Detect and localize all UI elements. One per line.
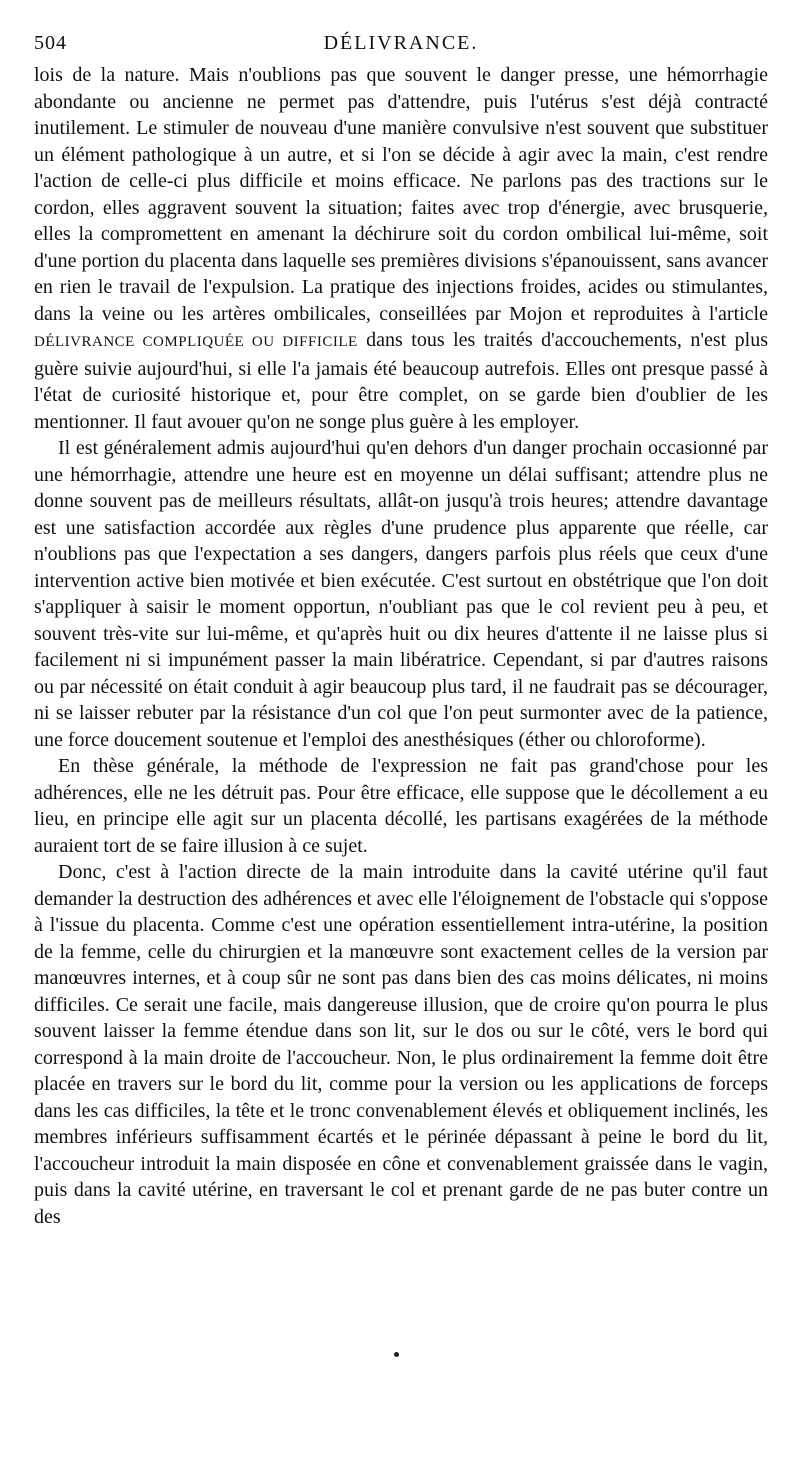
page-number: 504: [34, 32, 67, 54]
paragraph-4: Donc, c'est à l'action directe de la main introduite dans la cavité utérine qu'il faut demander la destruction des adhérences et avec elle l'éloignement de l'obstacle qui s'oppose à l'issue du placenta. Comme c'est une opération essentiellement intra-utérine, la position de la femme, celle du chirurgien et la manœuvre sont exactement celles de la version par manœuvres internes, et à coup sûr ne sont pas dans bien des cas moins délicates, ni moins difficiles. Ce serait une facile, mais dangereuse illusion, que de croire qu'on pourra le plus souvent laisser la femme étendue dans son lit, sur le dos ou sur le côté, vers le bord qui correspond à la main droite de l'accoucheur. Non, le plus ordinairement la femme doit être placée en travers sur le bord du lit, comme pour la version ou les applications de forceps dans les cas difficiles, la tête et le tronc convenablement élevés et obliquement inclinés, les membres inférieurs suffisamment écartés et le périnée dépassant à peine le bord du lit, l'accoucheur introduit la main disposée en cône et convenablement graissée dans le vagin, puis dans la cavité utérine, en traversant le col et prenant garde de ne pas buter contre un des: [34, 861, 768, 1228]
paragraph-1-text-a: lois de la nature. Mais n'oublions pas que souvent le danger presse, une hémorrhagie abondante ou ancienne ne permet pas d'attendre, puis l'utérus s'est déjà contracté inutilement. Le stimuler de nouveau d'une manière convulsive n'est souvent que substituer un élément pathologique à un autre, et si l'on se décide à agir avec la main, c'est rendre l'action de celle-ci plus difficile et moins efficace. Ne parlons pas des tractions sur le cordon, elles aggravent souvent la situation; faites avec trop d'énergie, avec brusquerie, elles la compromettent en amenant la déchirure soit du cordon ombilical lui-même, soit d'une portion du placenta dans laquelle ses premières divisions s'épanouissent, sans avancer en rien le travail de l'expulsion. La pratique des injections froides, acides ou stimulantes, dans la veine ou les artères ombilicales, conseillées par Mojon et reproduites à l'article: [34, 64, 768, 325]
document-page: [34, 30, 768, 1230]
paragraph-3: En thèse générale, la méthode de l'expression ne fait pas grand'chose pour les adhérences, elle ne les détruit pas. Pour être efficace, elle suppose que le décollement a eu lieu, en principe elle agit sur un placenta décollé, les partisans exagérées de la méthode auraient tort de se faire illusion à ce sujet.: [34, 755, 768, 857]
paragraph-1: [34, 62, 768, 435]
running-title: DÉLIVRANCE.: [323, 32, 479, 54]
page-header: [34, 30, 768, 62]
paragraph-2: Il est généralement admis aujourd'hui qu'en dehors d'un danger prochain occasionné par une hémorrhagie, attendre une heure est en moyenne un délai suffisant; attendre plus ne donne souvent pas de meilleurs résultats, allât-on jusqu'à trois heures; attendre davantage est une satisfaction accordée aux règles d'une prudence plus apparente que réelle, car n'oublions pas que l'expectation a ses dangers, dangers parfois plus réels que ceux d'une intervention active bien motivée et bien exécutée. C'est surtout en obstétrique que l'on doit s'appliquer à saisir le moment opportun, n'oubliant pas que le col revient peu à peu, et souvent très-vite sur lui-même, et qu'après huit ou dix heures d'attente il ne laisse plus si facilement ni si impunément passer la main libératrice. Cependant, si par d'autres raisons ou par nécessité on était conduit à agir beaucoup plus tard, il ne faudrait pas se décourager, ni se laisser rebuter par la résistance d'un col que l'on peut surmonter avec de la patience, une force doucement soutenue et l'emploi des anesthésiques (éther ou chloroforme).: [34, 437, 768, 751]
smallcaps-reference: DÉLIVRANCE COMPLIQUÉE OU DIFFICILE: [34, 334, 358, 350]
ink-dot: [394, 1352, 399, 1357]
paragraph-1-text-b: dans tous les traités d'accouchements, n'est plus guère suivie aujourd'hui, si elle l'a jamais été beaucoup autrefois. Elles ont presque passé à l'état de curiosité historique et, pour être complet, on se garde bien d'oublier de les mentionner. Il faut avouer qu'on ne songe plus guère à les employer.: [34, 329, 768, 433]
